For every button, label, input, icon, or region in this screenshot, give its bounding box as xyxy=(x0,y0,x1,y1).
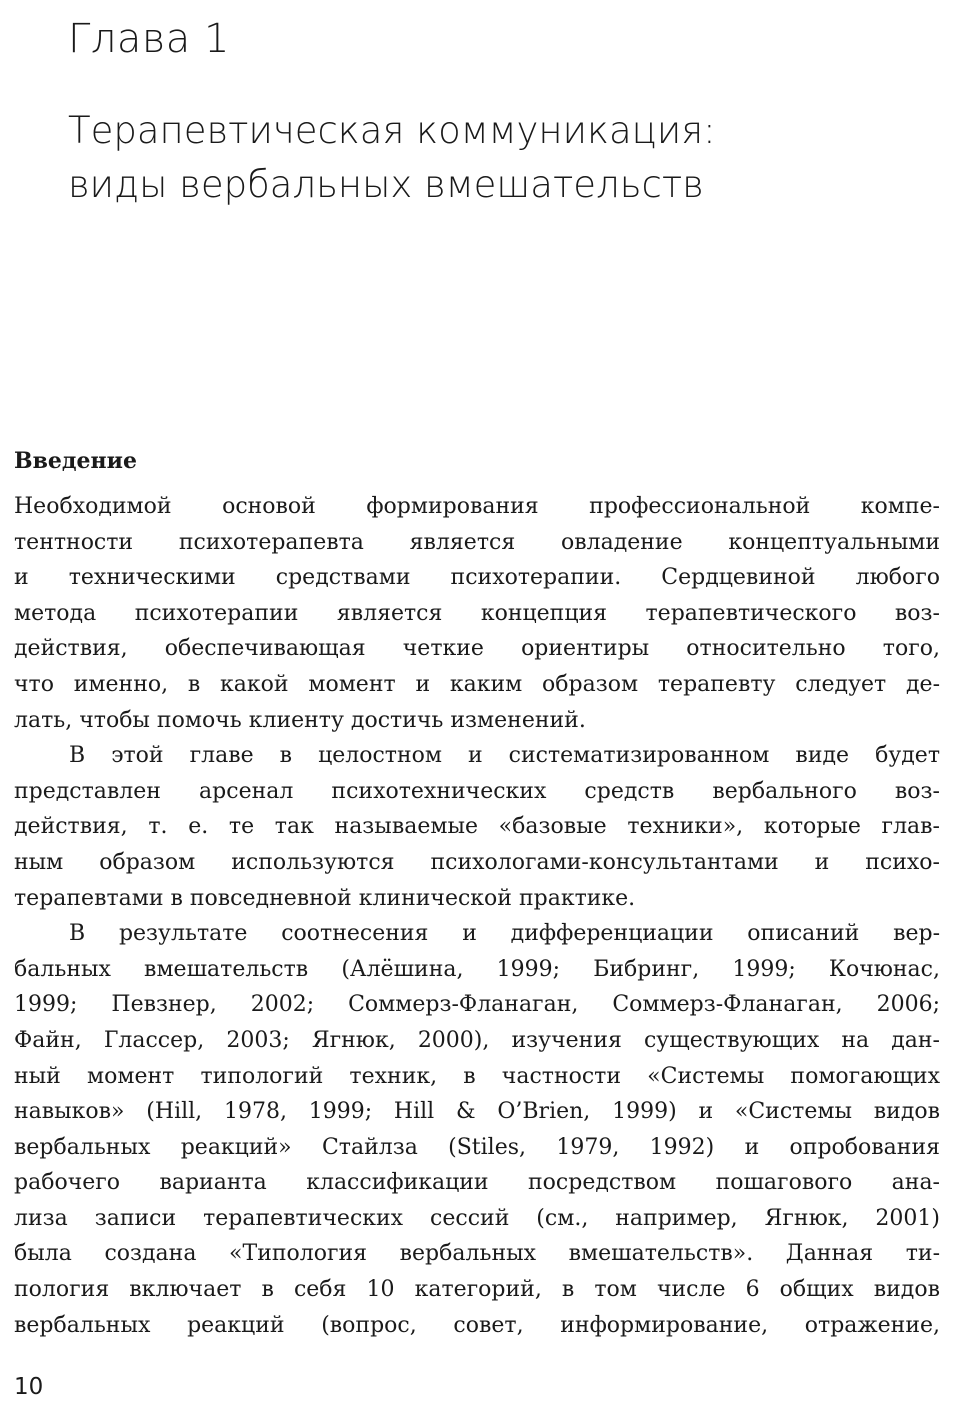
text-line: действия, т. е. те так называемые «базовые техники», которые глав- xyxy=(14,814,940,840)
text-line: вербальных реакций» Стайлза (Stiles, 1979, 1992) и опробования xyxy=(14,1134,940,1160)
text-line: пология включает в себя 10 категорий, в том числе 6 общих видов xyxy=(14,1277,940,1303)
text-line: ный момент типологий техник, в частности «Системы помогающих xyxy=(14,1063,940,1089)
text-line: была создана «Типология вербальных вмешательств». Данная ти- xyxy=(14,1241,940,1267)
chapter-title-line: виды вербальных вмешательств xyxy=(68,163,704,206)
text-line: бальных вмешательств (Алёшина, 1999; Бибринг, 1999; Кочюнас, xyxy=(14,956,940,982)
section-heading: Введение xyxy=(14,448,137,474)
text-line: действия, обеспечивающая четкие ориентиры относительно того, xyxy=(14,636,940,662)
text-line: вербальных реакций (вопрос, совет, информирование, отражение, xyxy=(14,1312,940,1338)
text-line: и техническими средствами психотерапии. Сердцевиной любого xyxy=(14,565,940,591)
body-text xyxy=(14,489,940,1343)
text-line: метода психотерапии является концепция терапевтического воз- xyxy=(14,600,940,626)
text-line: В результате соотнесения и дифференциации описаний вер- xyxy=(69,921,940,947)
text-line: ным образом используются психологами-консультантами и психо- xyxy=(14,849,940,875)
chapter-title-line: Терапевтическая коммуникация: xyxy=(68,109,716,152)
text-line: представлен арсенал психотехнических средств вербального воз- xyxy=(14,778,940,804)
page-number: 10 xyxy=(14,1374,44,1400)
text-line: рабочего варианта классификации посредством пошагового ана- xyxy=(14,1170,940,1196)
text-line: лиза записи терапевтических сессий (см., например, Ягнюк, 2001) xyxy=(14,1205,940,1231)
text-line: что именно, в какой момент и каким образом терапевту следует де- xyxy=(14,671,940,697)
text-line: В этой главе в целостном и систематизированном виде будет xyxy=(69,743,940,769)
text-line: тентности психотерапевта является овладение концептуальными xyxy=(14,529,940,555)
chapter-label: Глава 1 xyxy=(68,16,230,62)
text-line: Файн, Глассер, 2003; Ягнюк, 2000), изучения существующих на дан- xyxy=(14,1027,940,1053)
text-line: терапевтами в повседневной клинической практике. xyxy=(14,885,636,911)
text-line: 1999; Певзнер, 2002; Соммерз-Фланаган, Соммерз-Фланаган, 2006; xyxy=(14,992,940,1018)
chapter-title xyxy=(68,104,928,212)
text-line: лать, чтобы помочь клиенту достичь изменений. xyxy=(14,707,586,733)
text-line: навыков» (Hill, 1978, 1999; Hill & O’Brien, 1999) и «Системы видов xyxy=(14,1099,940,1125)
text-line: Необходимой основой формирования профессиональной компе- xyxy=(14,494,940,519)
